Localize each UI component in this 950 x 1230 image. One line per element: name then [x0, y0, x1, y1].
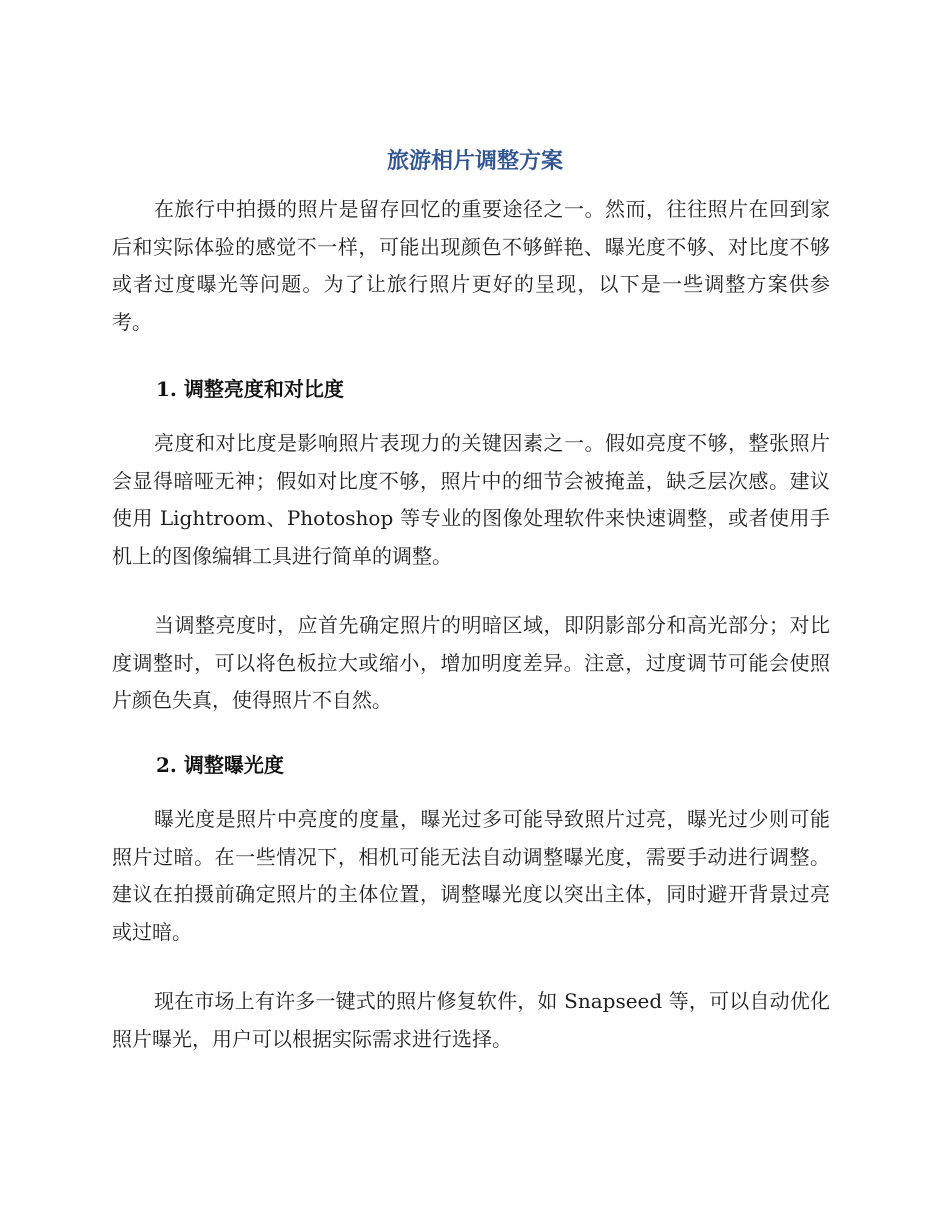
section-heading-brightness-contrast: 1. 调整亮度和对比度: [156, 377, 344, 401]
paragraph-exposure-intro: 曝光度是照片中亮度的度量，曝光过多可能导致照片过亮，曝光过少则可能照片过暗。在一些情况下，相机可能无法自动调整曝光度，需要手动进行调整。建议在拍摄前确定照片的主体位置，调整曝光度以突出主体，同时避开背景过亮或过暗。: [112, 807, 830, 944]
intro-paragraph: 在旅行中拍摄的照片是留存回忆的重要途径之一。然而，往往照片在回到家后和实际体验的感觉不一样，可能出现颜色不够鲜艳、曝光度不够、对比度不够或者过度曝光等问题。为了让旅行照片更好的呈现，以下是一些调整方案供参考。: [112, 197, 830, 334]
section-heading-exposure: 2. 调整曝光度: [156, 753, 284, 777]
document-title: 旅游相片调整方案: [386, 149, 563, 174]
paragraph-brightness-contrast-tips: 当调整亮度时，应首先确定照片的明暗区域，即阴影部分和高光部分；对比度调整时，可以将色板拉大或缩小，增加明度差异。注意，过度调节可能会使照片颜色失真，使得照片不自然。: [112, 613, 830, 712]
paragraph-brightness-contrast-intro: 亮度和对比度是影响照片表现力的关键因素之一。假如亮度不够，整张照片会显得暗哑无神；假如对比度不够，照片中的细节会被掩盖，缺乏层次感。建议使用 Lightroom、Photoshop 等专业的图像处理软件来快速调整，或者使用手机上的图像编辑工具进行简单的调整。: [112, 431, 830, 568]
paragraph-exposure-software: 现在市场上有许多一键式的照片修复软件，如 Snapseed 等，可以自动优化照片曝光，用户可以根据实际需求进行选择。: [112, 989, 830, 1051]
